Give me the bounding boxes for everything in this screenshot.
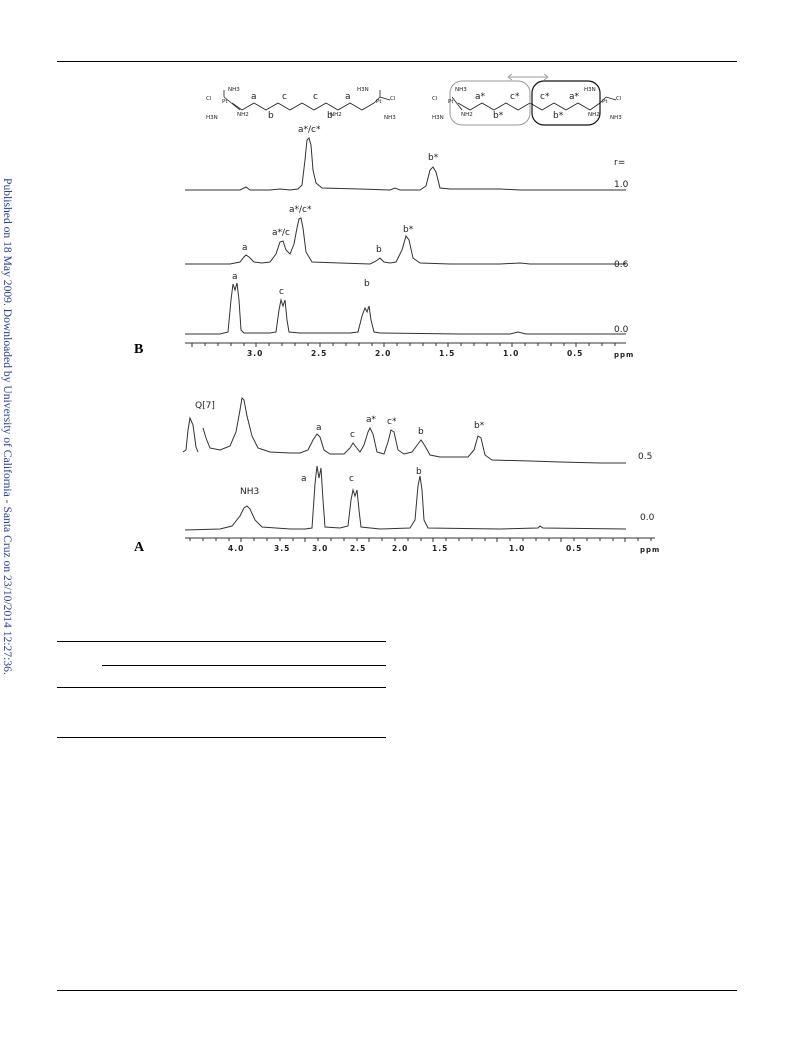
r-value: 0.6 — [614, 260, 629, 270]
tick-label: 4.0 — [228, 544, 245, 553]
tick-label: 3.0 — [312, 544, 329, 553]
axis-unit: ppm — [640, 546, 661, 554]
panel-a-letter: A — [134, 540, 145, 555]
peak-label: b — [418, 427, 424, 437]
peak-label: a — [301, 474, 307, 484]
peak-label: NH3 — [240, 487, 260, 497]
struct-label: NH2 — [330, 112, 342, 118]
peak-label: c — [350, 430, 355, 440]
struct-label: H3N — [584, 87, 596, 93]
peak-label: a* — [366, 415, 377, 425]
structure-left-labels — [206, 87, 396, 121]
struct-label: NH2 — [461, 112, 473, 118]
panel-a-ticklabels — [228, 544, 660, 554]
struct-letter: b — [268, 111, 274, 121]
struct-label: NH3 — [455, 87, 467, 93]
struct-label: NH3 — [610, 115, 622, 121]
struct-label: Pt — [448, 99, 454, 105]
peak-label: c — [349, 474, 354, 484]
struct-letter: c — [313, 92, 318, 102]
tick-label: 3.5 — [274, 544, 291, 553]
r-value: 0.0 — [614, 325, 629, 335]
tick-label: 1.0 — [503, 349, 520, 358]
tick-label: 1.5 — [439, 349, 456, 358]
struct-label: Cl — [390, 96, 396, 102]
panel-b-ticklabels — [247, 349, 634, 359]
panel-b-letter: B — [134, 342, 144, 357]
structure-right-letters — [475, 92, 580, 121]
peak-label: c* — [387, 417, 397, 427]
tick-label: 2.0 — [392, 544, 409, 553]
struct-label: Pt — [222, 99, 228, 105]
spectrum-a-r0.0 — [185, 466, 626, 530]
structure-left — [224, 90, 390, 110]
panel-a-labels — [195, 401, 655, 523]
struct-letter: b* — [553, 111, 564, 121]
peak-label: a*/c — [272, 228, 290, 238]
tick-label: 2.5 — [311, 349, 328, 358]
panel-a-spectra — [183, 398, 626, 530]
peak-label: b — [416, 467, 422, 477]
struct-letter: a* — [569, 92, 580, 102]
struct-letter: c* — [510, 92, 520, 102]
r-header: r= — [614, 158, 626, 168]
struct-letter: b — [327, 111, 333, 121]
peak-label: Q[7] — [195, 401, 215, 411]
struct-label: NH2 — [588, 112, 600, 118]
struct-label: H3N — [357, 87, 369, 93]
panel-b-labels — [232, 125, 629, 335]
panel-b-spectra — [185, 138, 626, 334]
peak-label: b* — [474, 421, 485, 431]
publication-stamp-text: Published on 18 May 2009. Downloaded by University of California - Santa Cruz on 23/10/2014 12:27:36. — [1, 178, 14, 675]
peak-label: b* — [428, 153, 439, 163]
r-value: 1.0 — [614, 180, 629, 190]
struct-letter: a — [251, 92, 257, 102]
peak-label: b — [376, 245, 382, 255]
struct-label: Pt — [376, 99, 382, 105]
tick-label: 3.0 — [247, 349, 264, 358]
spectrum-b-r1.0 — [185, 138, 626, 190]
struct-label: NH2 — [237, 112, 249, 118]
struct-label: Pt — [602, 99, 608, 105]
peak-label: a*/c* — [289, 205, 312, 215]
spectrum-b-r0.0 — [185, 283, 626, 334]
peak-label: a — [316, 423, 322, 433]
struct-label: Cl — [432, 96, 438, 102]
struct-letter: a — [345, 92, 351, 102]
struct-letter: c — [282, 92, 287, 102]
tick-label: 1.5 — [432, 544, 449, 553]
struct-label: H3N — [432, 115, 444, 121]
panel-b-axis — [185, 343, 626, 347]
struct-letter: a* — [475, 92, 486, 102]
struct-label: Cl — [206, 96, 212, 102]
r-value: 0.0 — [640, 513, 655, 523]
r-value: 0.5 — [638, 452, 653, 462]
peak-label: c — [279, 287, 284, 297]
struct-letter: b* — [493, 111, 504, 121]
peak-label: b* — [403, 225, 414, 235]
tick-label: 0.5 — [567, 349, 584, 358]
tick-label: 0.5 — [566, 544, 583, 553]
peak-label: a*/c* — [298, 125, 321, 135]
struct-letter: c* — [540, 92, 550, 102]
struct-label: NH3 — [384, 115, 396, 121]
spectrum-a-r0.5 — [183, 398, 626, 463]
panel-a-axis — [185, 538, 655, 542]
peak-label: b — [364, 279, 370, 289]
structure-right-labels — [432, 87, 622, 121]
axis-unit: ppm — [614, 351, 635, 359]
struct-label: Cl — [616, 96, 622, 102]
struct-label: H3N — [206, 115, 218, 121]
peak-label: a — [242, 243, 248, 253]
struct-label: NH3 — [228, 87, 240, 93]
tick-label: 2.5 — [350, 544, 367, 553]
peak-label: a — [232, 272, 238, 282]
tick-label: 1.0 — [509, 544, 526, 553]
tick-label: 2.0 — [375, 349, 392, 358]
